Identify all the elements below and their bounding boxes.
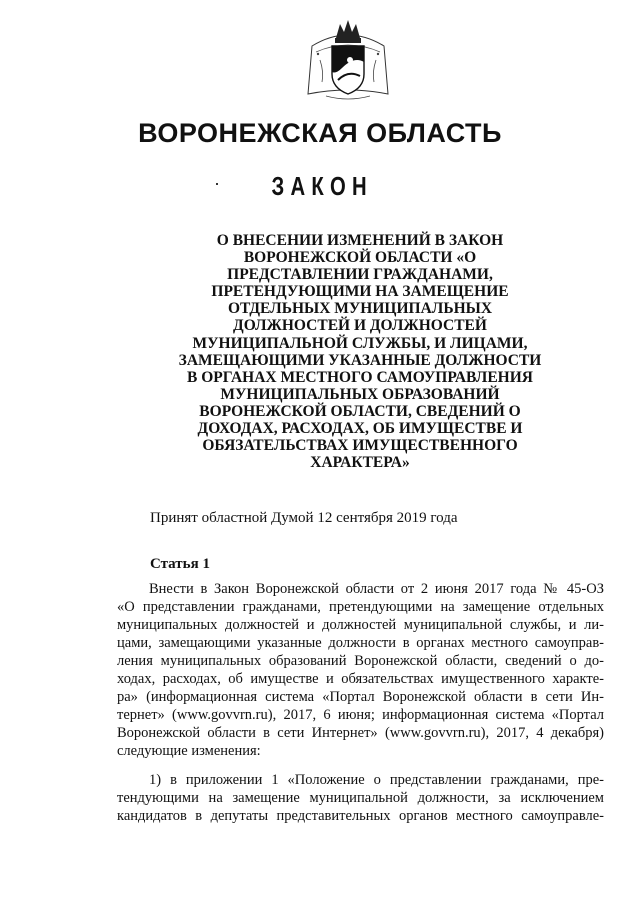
coat-of-arms-icon [302,16,394,104]
law-title: О ВНЕСЕНИИ ИЗМЕНЕНИЙ В ЗАКОН ВОРОНЕЖСКОЙ ОБЛАСТИ «О ПРЕДСТАВЛЕНИИ ГРАЖДАНАМИ, ПРЕТЕНДУЮЩИМИ НА ЗАМЕЩЕНИЕ ОТДЕЛЬНЫХ МУНИЦИПАЛЬНЫХ ДОЛЖНОСТЕЙ И ДОЛЖНОСТЕЙ МУНИЦИПАЛЬНОЙ СЛУЖБЫ, И ЛИЦАМИ, ЗАМЕЩАЮЩИМИ УКАЗАННЫЕ ДОЛЖНОСТИ В ОРГАНАХ МЕСТНОГО САМОУПРАВЛЕНИЯ МУНИЦИПАЛЬНЫХ ОБРАЗОВАНИЙ ВОРОНЕЖСКОЙ ОБЛАСТИ, СВЕДЕНИЙ О ДОХОДАХ, РАСХОДАХ, ОБ ИМУЩЕСТВЕ И ОБЯЗАТЕЛЬСТВАХ ИМУЩЕСТВЕННОГО ХАРАКТЕРА» [178,232,542,472]
paragraph-line: 1) в приложении 1 «Положение о представлении гражданами, пре- [149,772,604,788]
adoption-date: Принят областной Думой 12 сентября 2019 года [150,510,458,526]
paragraph-line: муниципальных должностей и должностей муниципальной службы, и ли- [117,617,604,633]
paragraph-line: кандидатов в депутаты представительных органов местного самоуправле- [117,808,604,824]
paragraph-line: цами, замещающими указанные должности в органах местного самоуправ- [117,635,604,651]
article-paragraph-1 [117,580,604,760]
paragraph-line: ходах, расходах, об имуществе и обязательствах имущественного характе- [117,671,604,687]
paragraph-line: ра» (информационная система «Портал Воронежской области в сети Ин- [117,689,604,705]
paragraph-line: «О представлении гражданами, претендующими на замещение отдельных [117,599,604,615]
paragraph-line: следующие изменения: [117,743,261,759]
region-name: ВОРОНЕЖСКАЯ ОБЛАСТЬ [138,118,502,148]
scan-speck [216,183,218,185]
article-heading: Статья 1 [150,556,210,572]
paragraph-line: ления муниципальных образований Воронежской области, сведений о до- [117,653,604,669]
paragraph-line: Воронежской области в сети Интернет» (www.govvrn.ru), 2017, 4 декабря) [117,725,604,741]
paragraph-line: тернет» (www.govvrn.ru), 2017, 6 июня; информационная система «Портал [117,707,604,723]
article-paragraph-2 [117,771,604,825]
paragraph-line: тендующими на замещение муниципальной должности, за исключением [117,790,604,806]
paragraph-line: Внести в Закон Воронежской области от 2 июня 2017 года № 45-ОЗ [149,581,604,597]
document-type: ЗАКОН [271,171,373,201]
